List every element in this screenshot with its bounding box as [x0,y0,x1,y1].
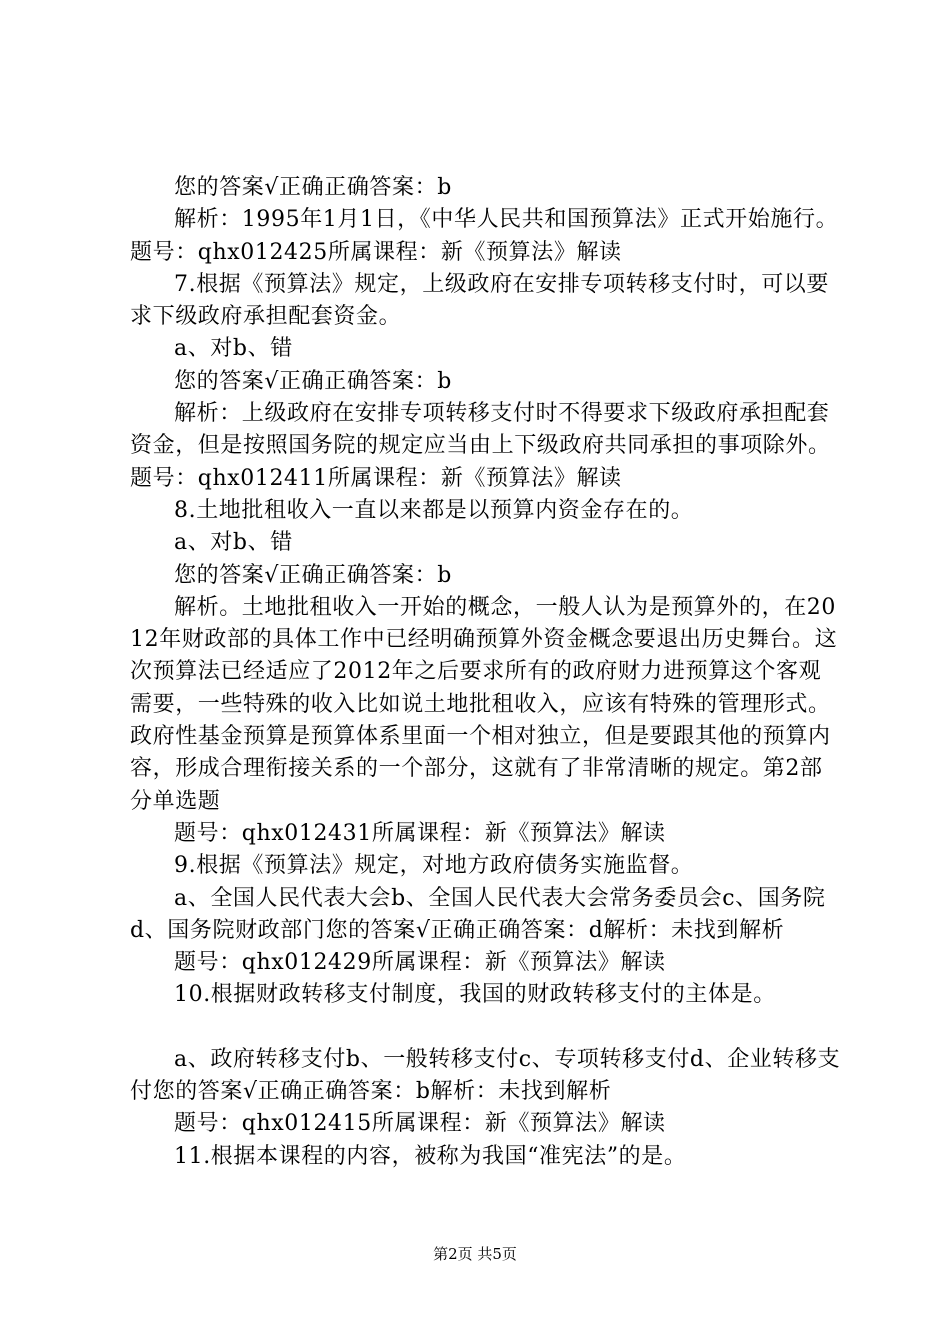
question-id-line: 题号：qhx012431所属课程：新《预算法》解读 [174,820,666,846]
question-options-answer: a、政府转移支付b、一般转移支付c、专项转移支付d、企业转移支付您的答案√正确正确答案：b解析：未找到解析 [130,1046,841,1105]
question-options: a、对b、错 [174,336,293,362]
question-options: a、对b、错 [174,530,293,556]
page-footer: 第2页 共5页 [433,1245,517,1263]
explanation-paragraph: 解析：上级政府在安排专项转移支付时不得要求下级政府承担配套资金，但是按照国务院的规定应当由上下级政府共同承担的事项除外。题号：qhx012411所属课程：新《预算法》解读 [130,401,831,491]
question-7: 7.根据《预算法》规定，上级政府在安排专项转移支付时，可以要求下级政府承担配套资金。 [130,271,829,330]
answer-line: 您的答案√正确正确答案：b [174,175,452,200]
question-11: 11.根据本课程的内容，被称为我国“准宪法”的是。 [174,1143,687,1169]
question-id-line: 题号：qhx012429所属课程：新《预算法》解读 [174,950,666,976]
answer-line: 您的答案√正确正确答案：b [174,368,452,394]
answer-line: 您的答案√正确正确答案：b [174,562,452,588]
question-9: 9.根据《预算法》规定，对地方政府债务实施监督。 [174,853,694,879]
question-10: 10.根据财政转移支付制度，我国的财政转移支付的主体是。 [174,982,776,1008]
document-body [130,172,842,1173]
question-id-line: 题号：qhx012415所属课程：新《预算法》解读 [174,1111,666,1137]
explanation-paragraph: 解析：1995年1月1日，《中华人民共和国预算法》正式开始施行。题号：qhx012425所属课程：新《预算法》解读 [130,207,839,265]
question-options-answer: a、全国人民代表大会b、全国人民代表大会常务委员会c、国务院d、国务院财政部门您的答案√正确正确答案：d解析：未找到解析 [130,885,826,943]
question-8: 8.土地批租收入一直以来都是以预算内资金存在的。 [174,497,694,523]
explanation-paragraph: 解析。土地批租收入一开始的概念，一般人认为是预算外的，在2012年财政部的具体工作中已经明确预算外资金概念要退出历史舞台。这次预算法已经适应了2012年之后要求所有的政府财力进预算这个客观需要，一些特殊的收入比如说土地批租收入，应该有特殊的管理形式。政府性基金预算是预算体系里面一个相对独立，但是要跟其他的预算内容，形成合理衔接关系的一个部分，这就有了非常清晰的规定。第2部分单选题 [130,594,838,814]
